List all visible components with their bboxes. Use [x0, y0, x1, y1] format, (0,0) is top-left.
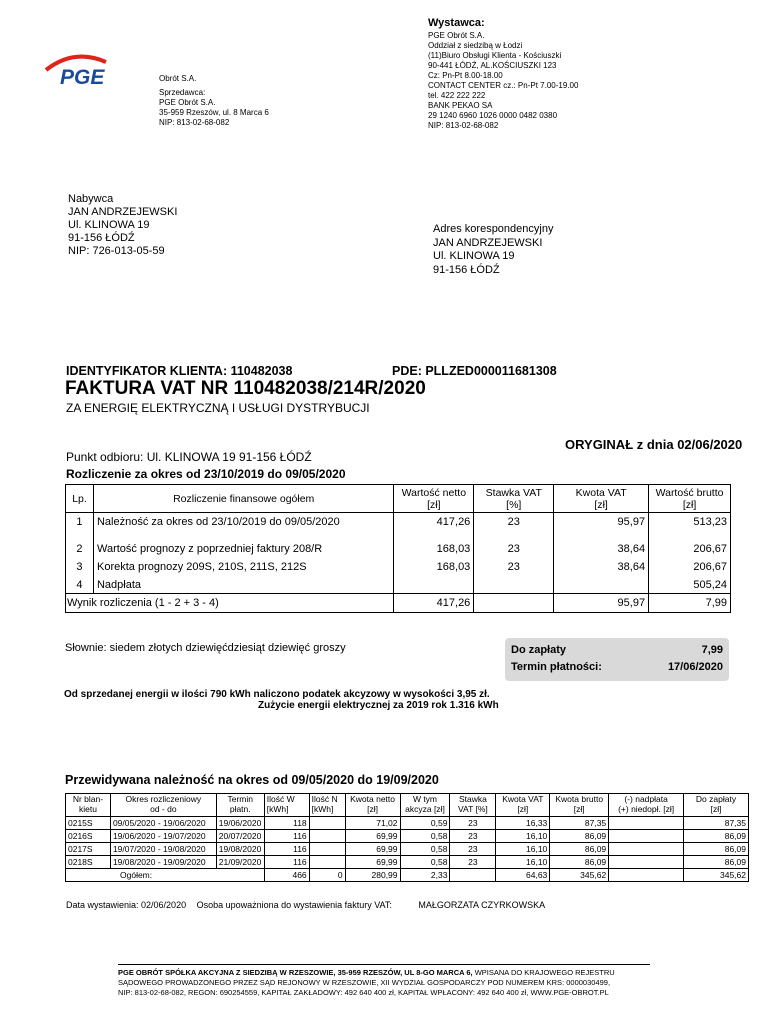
cell-gross: 87,35 [550, 817, 609, 830]
header-cell: Wartość netto [zł] [394, 485, 474, 513]
total-net: 280,99 [345, 869, 400, 882]
settlement-table [65, 484, 731, 613]
cell-kwh-n [309, 817, 345, 830]
cell-net [394, 576, 474, 594]
header-cell: Stawka VAT [%] [474, 485, 554, 513]
buyer-name: JAN ANDRZEJEWSKI [68, 206, 178, 218]
header-cell: Termin płatn. [216, 794, 264, 817]
cell-vat: 95,97 [554, 513, 649, 532]
cell-due: 19/08/2020 [216, 843, 264, 856]
footer-line-1 [118, 968, 658, 978]
authorized-person: MAŁGORZATA CZYRKOWSKA [418, 900, 546, 910]
total-vat-rate [450, 869, 496, 882]
amount-in-words: Słownie: siedem złotych dziewięćdziesiąt dziewięć groszy [65, 642, 346, 654]
cell-net: 417,26 [394, 513, 474, 532]
buyer-nip: NIP: 726-013-05-59 [68, 245, 165, 257]
table-row [66, 513, 731, 532]
total-kwh-n: 0 [309, 869, 345, 882]
cell-gross: 86,09 [550, 843, 609, 856]
issuer-line: NIP: 813-02-68-082 [428, 121, 499, 130]
correspondence-label: Adres korespondencyjny [433, 223, 554, 235]
cell-due: 19/06/2020 [216, 817, 264, 830]
cell-vat: 16,33 [496, 817, 550, 830]
deadline-row [511, 661, 723, 673]
total-vat: 95,97 [554, 594, 649, 613]
cell-kwh-w: 118 [264, 817, 309, 830]
cell-kwh-n [309, 830, 345, 843]
total-vat: 64,63 [496, 869, 550, 882]
correspondence-street: Ul. KLINOWA 19 [433, 250, 515, 262]
cell-form-no: 0217S [66, 843, 111, 856]
forecast-total-row [66, 869, 749, 882]
cell-vat-rate: 23 [450, 830, 496, 843]
issuer-title: Wystawca: [428, 17, 485, 29]
consumption-note: Zużycie energii elektrycznej za 2019 rok 1.316 kWh [258, 700, 499, 711]
logo-text: PGE [60, 66, 105, 89]
cell-period: 19/07/2020 - 19/08/2020 [110, 843, 216, 856]
header-cell: Kwota VAT [zł] [496, 794, 550, 817]
invoice-subtitle: ZA ENERGIĘ ELEKTRYCZNĄ I USŁUGI DYSTRYBUCJI [66, 401, 370, 415]
issuer-line: tel. 422 222 222 [428, 91, 486, 100]
cell-vat-rate: 23 [450, 856, 496, 869]
cell-excise: 0,58 [400, 830, 450, 843]
buyer-label: Nabywca [68, 193, 114, 205]
cell-vat-rate: 23 [474, 540, 554, 558]
due-label: Do zapłaty [511, 644, 567, 656]
cell-kwh-n [309, 856, 345, 869]
settlement-total-row [66, 594, 731, 613]
footer-line-3: NIP: 813-02-68-082, REGON: 690254559, KAPITAŁ ZAKŁADOWY: 492 640 400 zł, KAPITAŁ WPŁACONY: 492 640 400 zł, WWW.PGE-OBROT.PL [118, 988, 609, 997]
header-cell: Do zapłaty [zł] [684, 794, 749, 817]
issuer-line: Oddział z siedzibą w Łodzi [428, 41, 523, 50]
cell-net: 69,99 [345, 830, 400, 843]
header-cell: (-) nadpłata (+) niedopł. [zł] [609, 794, 684, 817]
cell-vat-rate: 23 [474, 513, 554, 532]
footer-divider [118, 964, 650, 965]
cell-net: 168,03 [394, 558, 474, 576]
header-cell: Rozliczenie finansowe ogółem [93, 485, 393, 513]
total-kwh-w: 466 [264, 869, 309, 882]
cell-balance [609, 856, 684, 869]
invoice-title: FAKTURA VAT NR 110482038/214R/2020 [65, 378, 426, 399]
seller-label: Sprzedawca: [159, 88, 206, 97]
issuer-line: PGE Obrót S.A. [428, 31, 485, 40]
cell-kwh-n [309, 843, 345, 856]
cell-gross: 86,09 [550, 830, 609, 843]
client-id: IDENTYFIKATOR KLIENTA: 110482038 [66, 364, 293, 378]
issuer-block [428, 18, 578, 131]
excise-note: Od sprzedanej energii w ilości 790 kWh naliczono podatek akcyzowy w wysokości 3,95 zł. [64, 689, 490, 700]
cell-gross: 206,67 [649, 558, 731, 576]
header-cell: Ilość N [kWh] [309, 794, 345, 817]
seller-address: 35-959 Rzeszów, ul. 8 Marca 6 [159, 108, 269, 117]
cell-vat: 16,10 [496, 830, 550, 843]
header-cell: Stawka VAT [%] [450, 794, 496, 817]
header-cell: Kwota brutto [zł] [550, 794, 609, 817]
cell-vat: 38,64 [554, 558, 649, 576]
seller-company: PGE Obrót S.A. [159, 98, 216, 107]
cell-lp: 1 [66, 513, 94, 532]
correspondence-block [433, 223, 553, 277]
due-row [511, 644, 723, 656]
cell-vat [554, 576, 649, 594]
cell-to-pay: 86,09 [684, 830, 749, 843]
forecast-header-row [66, 794, 749, 817]
total-label: Ogółem: [66, 869, 265, 882]
cell-gross: 206,67 [649, 540, 731, 558]
pge-logo-graphic [44, 50, 128, 90]
cell-form-no: 0215S [66, 817, 111, 830]
cell-description: Wartość prognozy z poprzedniej faktury 208/R [93, 540, 393, 558]
buyer-city: 91-156 ŁÓDŹ [68, 232, 135, 244]
deadline-value: 17/06/2020 [667, 661, 723, 673]
settlement-header-row [66, 485, 731, 513]
original-date: ORYGINAŁ z dnia 02/06/2020 [565, 437, 743, 452]
issue-date: Data wystawienia: 02/06/2020 [66, 900, 187, 910]
cell-lp: 4 [66, 576, 94, 594]
cell-kwh-w: 116 [264, 843, 309, 856]
total-excise: 2,33 [400, 869, 450, 882]
cell-gross: 86,09 [550, 856, 609, 869]
cell-balance [609, 843, 684, 856]
cell-to-pay: 86,09 [684, 856, 749, 869]
cell-to-pay: 87,35 [684, 817, 749, 830]
header-cell: Lp. [66, 485, 94, 513]
payment-box [505, 638, 729, 681]
cell-net: 69,99 [345, 843, 400, 856]
cell-vat-rate: 23 [474, 558, 554, 576]
cell-kwh-w: 116 [264, 830, 309, 843]
buyer-block [68, 193, 177, 258]
cell-net: 71,02 [345, 817, 400, 830]
cell-kwh-w: 116 [264, 856, 309, 869]
due-value: 7,99 [701, 644, 723, 656]
header-cell: Kwota VAT [zł] [554, 485, 649, 513]
cell-excise: 0,59 [400, 817, 450, 830]
cell-form-no: 0216S [66, 830, 111, 843]
delivery-point: Punkt odbioru: Ul. KLINOWA 19 91-156 ŁÓDŹ [66, 450, 312, 464]
header-cell: Wartość brutto [zł] [649, 485, 731, 513]
table-row [66, 843, 749, 856]
cell-balance [609, 817, 684, 830]
cell-description: Nadpłata [93, 576, 393, 594]
cell-period: 19/06/2020 - 19/07/2020 [110, 830, 216, 843]
footer [118, 968, 658, 998]
table-row [66, 830, 749, 843]
correspondence-city: 91-156 ŁÓDŹ [433, 263, 500, 276]
table-row [66, 576, 731, 594]
forecast-title: Przewidywana należność na okres od 09/05/2020 do 19/09/2020 [65, 773, 439, 787]
authorized-label: Osoba upoważniona do wystawienia faktury VAT: [196, 900, 392, 910]
header-cell: W tym akcyza [zł] [400, 794, 450, 817]
total-vat-rate [474, 594, 554, 613]
cell-net: 69,99 [345, 856, 400, 869]
table-row [66, 817, 749, 830]
cell-due: 20/07/2020 [216, 830, 264, 843]
issue-info [66, 900, 545, 910]
cell-period: 09/05/2020 - 19/06/2020 [110, 817, 216, 830]
seller-block [159, 74, 269, 128]
cell-excise: 0,58 [400, 856, 450, 869]
cell-vat-rate [474, 576, 554, 594]
header-cell: Ilość W [kWh] [264, 794, 309, 817]
pge-logo [44, 50, 128, 90]
cell-due: 21/09/2020 [216, 856, 264, 869]
cell-description: Korekta prognozy 209S, 210S, 211S, 212S [93, 558, 393, 576]
cell-balance [609, 830, 684, 843]
cell-vat: 38,64 [554, 540, 649, 558]
seller-nip: NIP: 813-02-68-082 [159, 118, 230, 127]
deadline-label: Termin płatności: [511, 661, 602, 673]
issuer-line: Cz: Pn-Pt 8.00-18.00 [428, 71, 503, 80]
seller-name: Obrót S.A. [159, 74, 197, 83]
table-spacer [66, 531, 731, 540]
cell-gross: 505,24 [649, 576, 731, 594]
cell-to-pay: 86,09 [684, 843, 749, 856]
cell-excise: 0,58 [400, 843, 450, 856]
cell-vat-rate: 23 [450, 843, 496, 856]
total-label: Wynik rozliczenia (1 - 2 + 3 - 4) [66, 594, 394, 613]
issuer-line: 29 1240 6960 1026 0000 0482 0380 [428, 111, 558, 120]
footer-line-2: SĄDOWEGO PROWADZONEGO PRZEZ SĄD REJONOWY W RZESZOWIE, XII WYDZIAŁ GOSPODARCZY POD NUMEREM KRS: 0000030499, [118, 978, 611, 987]
issuer-line: (11)Biuro Obsługi Klienta - Kościuszki [428, 51, 562, 60]
total-gross: 345,62 [550, 869, 609, 882]
total-net: 417,26 [394, 594, 474, 613]
cell-vat: 16,10 [496, 856, 550, 869]
cell-gross: 513,23 [649, 513, 731, 532]
cell-lp: 3 [66, 558, 94, 576]
buyer-street: Ul. KLINOWA 19 [68, 219, 150, 231]
cell-period: 19/08/2020 - 19/09/2020 [110, 856, 216, 869]
cell-lp: 2 [66, 540, 94, 558]
correspondence-name: JAN ANDRZEJEWSKI [433, 236, 543, 249]
cell-net: 168,03 [394, 540, 474, 558]
table-row [66, 558, 731, 576]
header-cell: Nr blan- kietu [66, 794, 111, 817]
table-row [66, 540, 731, 558]
issuer-line: BANK PEKAO SA [428, 101, 493, 110]
total-balance [609, 869, 684, 882]
issuer-line: CONTACT CENTER cz.: Pn-Pt 7.00-19.00 [428, 81, 579, 90]
cell-vat-rate: 23 [450, 817, 496, 830]
cell-form-no: 0218S [66, 856, 111, 869]
table-row [66, 856, 749, 869]
forecast-table [65, 793, 749, 882]
header-cell: Kwota netto [zł] [345, 794, 400, 817]
total-to-pay: 345,62 [684, 869, 749, 882]
cell-vat: 16,10 [496, 843, 550, 856]
footer-line1-rest: WPISANA DO KRAJOWEGO REJESTRU [472, 968, 615, 977]
settlement-period: Rozliczenie za okres od 23/10/2019 do 09/05/2020 [66, 467, 346, 481]
issuer-line: 90-441 ŁÓDŹ, AL.KOŚCIUSZKI 123 [428, 61, 557, 70]
header-cell: Okres rozliczeniowy od - do [110, 794, 216, 817]
total-gross: 7,99 [649, 594, 731, 613]
cell-description: Należność za okres od 23/10/2019 do 09/05/2020 [93, 513, 393, 532]
footer-bold: PGE OBRÓT SPÓŁKA AKCYJNA Z SIEDZIBĄ W RZESZOWIE, 35-959 RZESZÓW, UL 8-GO MARCA 6, [118, 968, 473, 977]
pde-code: PDE: PLLZED000011681308 [392, 364, 557, 378]
